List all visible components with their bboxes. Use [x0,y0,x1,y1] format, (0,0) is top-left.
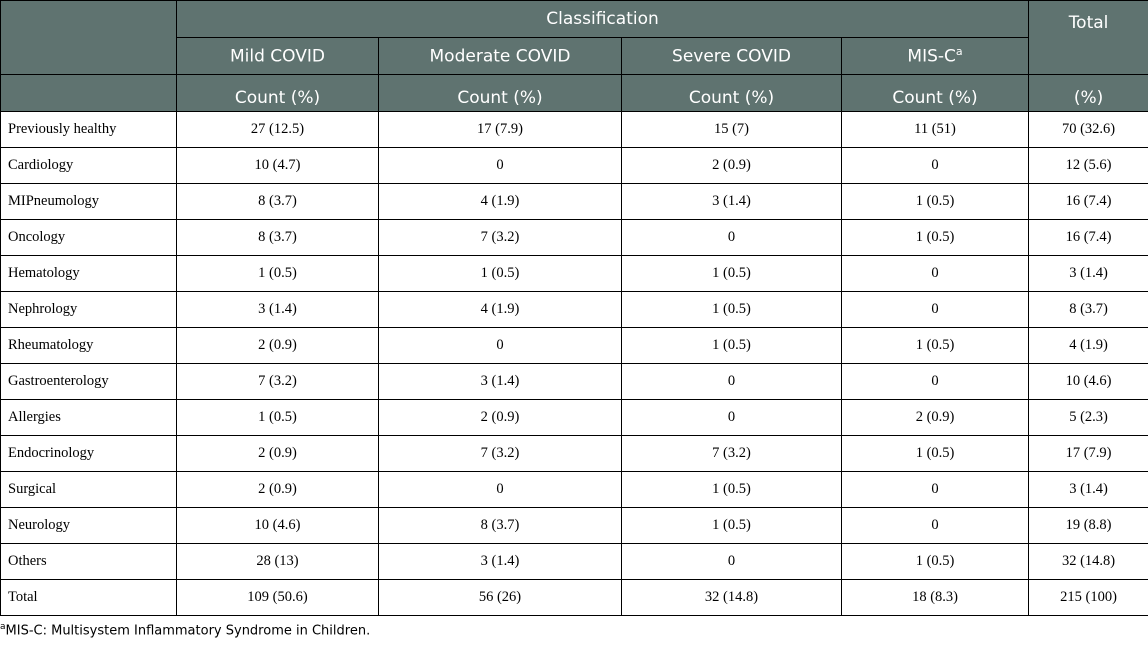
table-row [1,292,1148,328]
col-header-moderate-covid [379,38,622,75]
footnote-marker: a [0,622,6,632]
table-cell: 1 (0.5) [622,328,842,364]
row-label: Endocrinology [1,436,177,472]
table-cell: 8 (3.7) [1029,292,1148,328]
count-header-mis-c: Count (%) [842,75,1029,112]
table-cell: 0 [622,364,842,400]
table-cell: 1 (0.5) [842,436,1029,472]
row-label: Gastroenterology [1,364,177,400]
table-cell: 2 (0.9) [842,400,1029,436]
table-cell: 3 (1.4) [1029,472,1148,508]
table-cell: 4 (1.9) [379,292,622,328]
table-cell: 2 (0.9) [177,328,379,364]
table-cell: 2 (0.9) [177,436,379,472]
table-cell: 18 (8.3) [842,580,1029,616]
table-cell: 3 (1.4) [177,292,379,328]
table-cell: 1 (0.5) [622,508,842,544]
table-cell: 8 (3.7) [177,220,379,256]
count-header-severe: Count (%) [622,75,842,112]
table-cell: 4 (1.9) [379,184,622,220]
table-cell: 0 [842,472,1029,508]
table-cell: 215 (100) [1029,580,1148,616]
table-row [1,364,1148,400]
table-cell: 7 (3.2) [177,364,379,400]
table-cell: 16 (7.4) [1029,184,1148,220]
table-cell: 0 [842,256,1029,292]
row-label: Others [1,544,177,580]
table-cell: 11 (51) [842,112,1029,148]
row-label: Surgical [1,472,177,508]
table-cell: 2 (0.9) [379,400,622,436]
table-cell: 0 [379,148,622,184]
table-cell: 10 (4.7) [177,148,379,184]
header-units-blank-cell [1,75,177,112]
table-cell: 0 [842,148,1029,184]
table-cell: 1 (0.5) [379,256,622,292]
table-cell: 2 (0.9) [177,472,379,508]
table-cell: 70 (32.6) [1029,112,1148,148]
row-label: Cardiology [1,148,177,184]
table-cell: 5 (2.3) [1029,400,1148,436]
footnote [0,622,370,638]
table-row [1,184,1148,220]
table-row [1,436,1148,472]
table-cell: 3 (1.4) [379,364,622,400]
table-row [1,112,1148,148]
table-cell: 1 (0.5) [177,256,379,292]
table-cell: 1 (0.5) [842,328,1029,364]
table-cell: 17 (7.9) [379,112,622,148]
table-cell: 0 [842,508,1029,544]
row-label: Neurology [1,508,177,544]
table-cell: 32 (14.8) [1029,544,1148,580]
table-cell: 1 (0.5) [842,544,1029,580]
table-cell: 1 (0.5) [842,184,1029,220]
table-cell: 0 [622,400,842,436]
table-cell: 4 (1.9) [1029,328,1148,364]
header-row-units [1,75,1148,112]
row-label: Hematology [1,256,177,292]
table-cell: 2 (0.9) [622,148,842,184]
row-label: Allergies [1,400,177,436]
table-row [1,580,1148,616]
table-row [1,256,1148,292]
header-row-group [1,1,1148,38]
row-label: Total [1,580,177,616]
table-cell: 0 [842,292,1029,328]
table-row [1,400,1148,436]
table-cell: 1 (0.5) [622,256,842,292]
row-label: Nephrology [1,292,177,328]
table-cell: 3 (1.4) [622,184,842,220]
table-cell: 32 (14.8) [622,580,842,616]
table-cell: 1 (0.5) [622,292,842,328]
col-header-severe-covid [622,38,842,75]
table-cell: 27 (12.5) [177,112,379,148]
table-cell: 15 (7) [622,112,842,148]
table-row [1,328,1148,364]
table-cell: 0 [842,364,1029,400]
table-row [1,148,1148,184]
table-cell: 8 (3.7) [177,184,379,220]
table-cell: 28 (13) [177,544,379,580]
table-cell: 3 (1.4) [1029,256,1148,292]
total-header: Total [1029,1,1148,75]
classification-header: Classification [177,1,1029,38]
count-header-moderate: Count (%) [379,75,622,112]
table-cell: 10 (4.6) [1029,364,1148,400]
table-cell: 10 (4.6) [177,508,379,544]
table-cell: 8 (3.7) [379,508,622,544]
table-cell: 7 (3.2) [379,220,622,256]
table-cell: 0 [622,220,842,256]
table-row [1,544,1148,580]
table-cell: 19 (8.8) [1029,508,1148,544]
table-row [1,472,1148,508]
table-cell: 7 (3.2) [379,436,622,472]
header-corner-cell [1,1,177,75]
table-cell: 12 (5.6) [1029,148,1148,184]
col-header-label: Severe COVID [672,46,791,67]
col-header-mild-covid [177,38,379,75]
table-cell: 1 (0.5) [842,220,1029,256]
table-cell: 7 (3.2) [622,436,842,472]
table-cell: 0 [379,472,622,508]
col-header-label: MIS-C [907,46,956,67]
table-cell: 1 (0.5) [622,472,842,508]
row-label: Previously healthy [1,112,177,148]
col-header-label: Moderate COVID [429,46,571,67]
table-cell: 16 (7.4) [1029,220,1148,256]
total-percent-header: (%) [1029,75,1148,112]
table-cell: 1 (0.5) [177,400,379,436]
footnote-text: MIS-C: Multisystem Inflammatory Syndrome in Children. [5,623,371,639]
table-row [1,508,1148,544]
row-label: MIPneumology [1,184,177,220]
count-header-mild: Count (%) [177,75,379,112]
table-cell: 109 (50.6) [177,580,379,616]
table-cell: 0 [622,544,842,580]
table-cell: 17 (7.9) [1029,436,1148,472]
table-cell: 3 (1.4) [379,544,622,580]
table-header [1,1,1148,112]
table-cell: 0 [379,328,622,364]
row-label: Oncology [1,220,177,256]
col-header-sup: a [955,45,963,59]
table-row [1,220,1148,256]
row-label: Rheumatology [1,328,177,364]
table-body [1,112,1148,616]
table-cell: 56 (26) [379,580,622,616]
col-header-mis-c [842,38,1029,75]
col-header-label: Mild COVID [230,46,325,67]
